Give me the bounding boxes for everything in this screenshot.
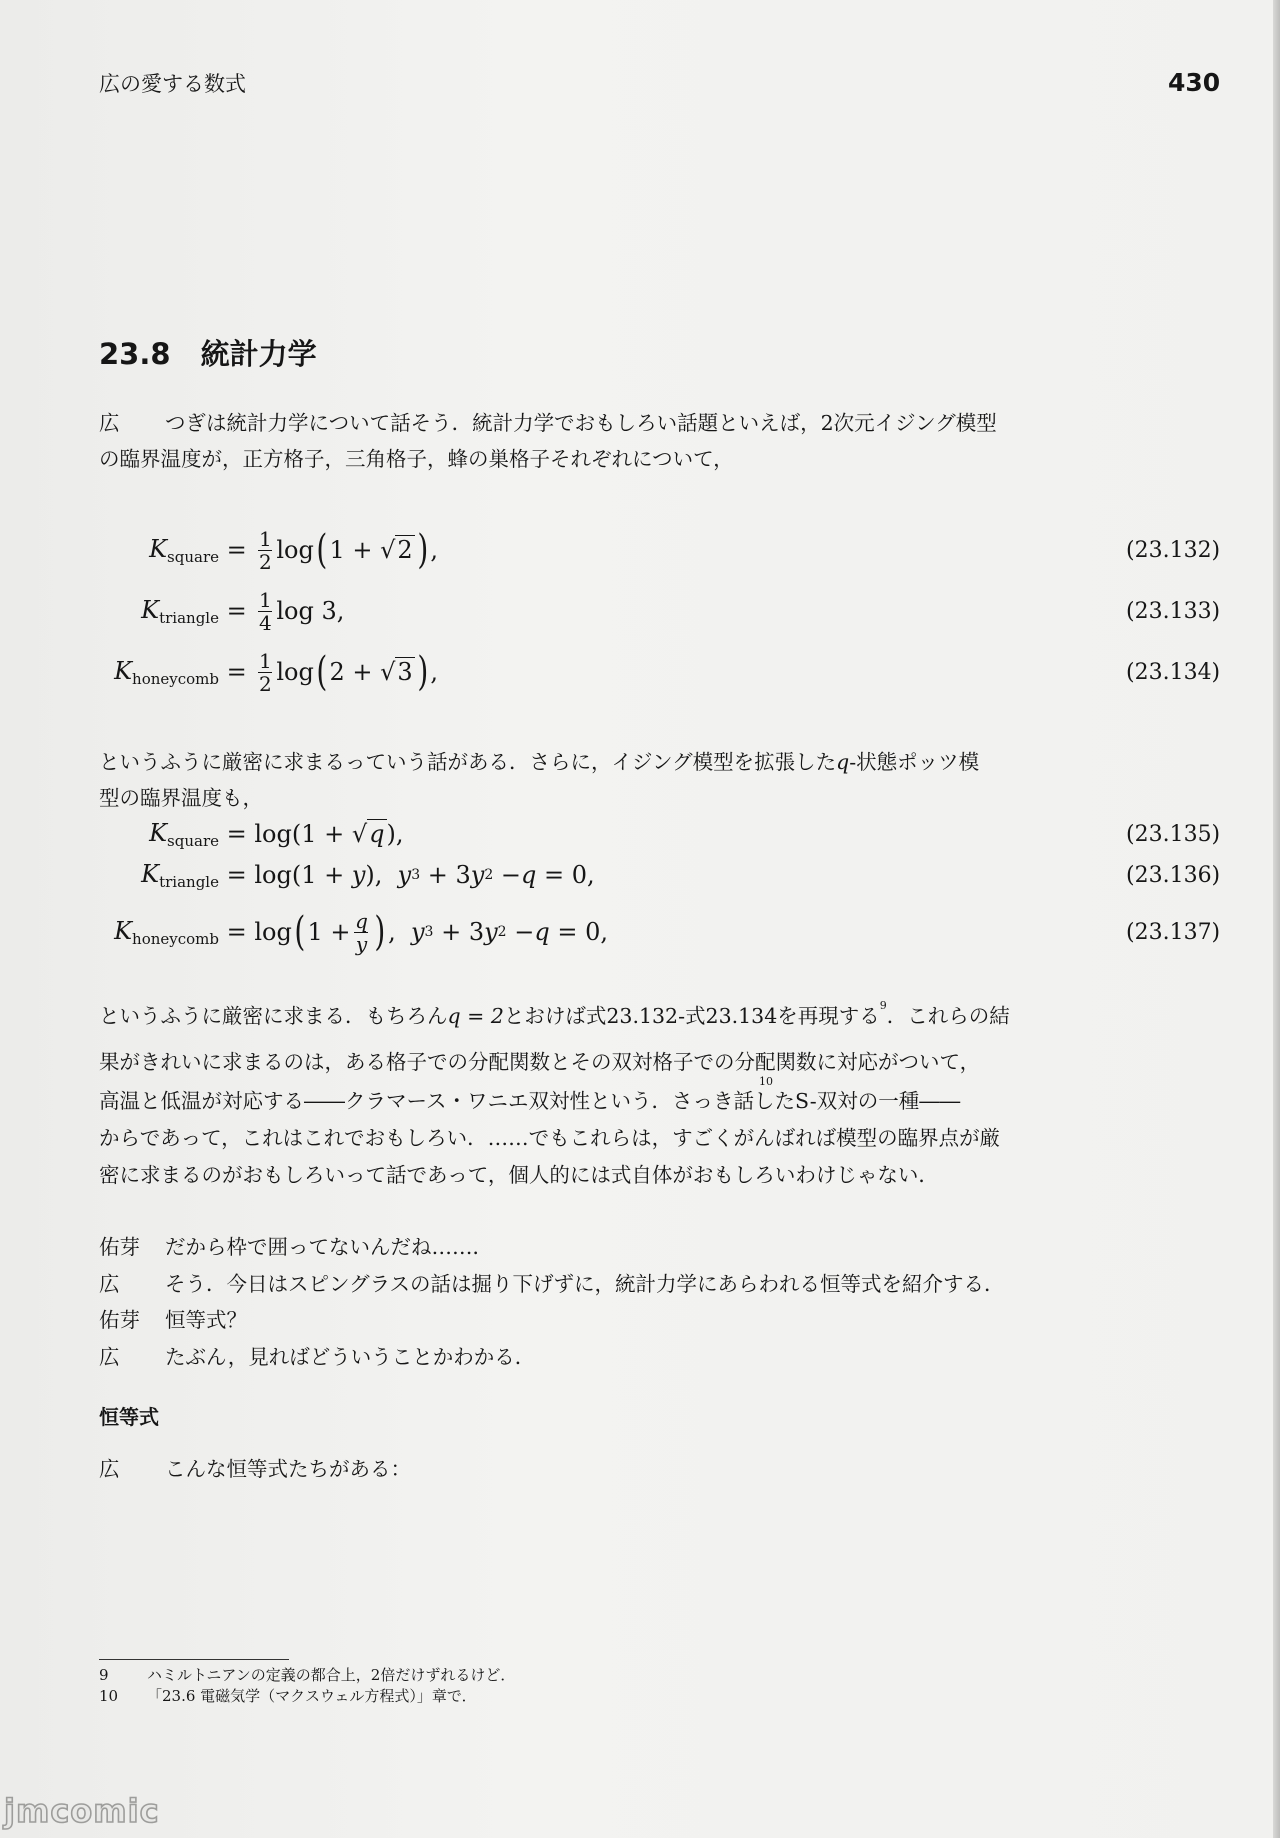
paragraph2-line-5: 密に求まるのがおもしろいって話であって，個人的には式自体がおもしろいわけじゃない．	[99, 1163, 939, 1187]
section-number: 23.8	[99, 337, 171, 371]
equation-number: (23.136)	[1126, 863, 1221, 888]
section-title: 統計力学	[200, 337, 317, 371]
paragraph2-line-2: 果がきれいに求まるのは，ある格子での分配関数とその双対格子での分配関数に対応がついて，	[99, 1050, 981, 1074]
speaker-label: 広	[99, 411, 120, 435]
equation-23-136: $K_{triangle}$ = log(1 + y ), y 3 + 3 y 2 − q = 0,	[141, 859, 595, 891]
speaker-label: 広	[99, 1272, 120, 1296]
page-number: 430	[1168, 68, 1221, 97]
equation-23-133: $K_{triangle}$ = $\frac{1}{4}$ log 3,	[141, 587, 345, 635]
equation-23-132: $K_{square}$ = $\frac{1}{2}$ log ( 1 + √2 ) ,	[149, 526, 438, 574]
paragraph2-line-1: というふうに厳密に求まる．もちろんq = 2とおけば式23.132-式23.134を再現する$^9$．これらの結	[99, 999, 1010, 1028]
watermark-logo: jmcomic	[4, 1792, 160, 1830]
equation-number: (23.137)	[1126, 920, 1221, 945]
speaker-label: 広	[99, 1345, 120, 1369]
intro-line-1: 広 つぎは統計力学について話そう．統計力学でおもしろい話題といえば，2次元イジング模型	[99, 405, 997, 441]
equation-number: (23.134)	[1126, 660, 1221, 685]
equation-number: (23.133)	[1126, 599, 1221, 624]
equation-number: (23.132)	[1126, 538, 1221, 563]
speaker-label: 広	[99, 1457, 120, 1481]
subheading: 恒等式	[99, 1405, 159, 1429]
footnote-10: 10 「23.6 電磁気学（マクスウェル方程式）」章で．	[99, 1687, 477, 1705]
equation-23-135: $K_{square}$ = log(1 + √q ),	[149, 818, 404, 850]
dialogue-line: 広 たぶん，見ればどういうことかわかる．	[99, 1339, 535, 1375]
speaker-label: 佑芽	[99, 1235, 140, 1259]
dialogue-line: 佑芽 だから枠で囲ってないんだね……．	[99, 1229, 493, 1265]
middle-line-1: というふうに厳密に求まるっていう話がある．さらに，イジング模型を拡張したq-状態ポッツ模	[99, 750, 980, 774]
dialogue-line: 佑芽 恒等式？	[99, 1302, 247, 1338]
intro-line-2: の臨界温度が，正方格子，三角格子，蜂の巣格子それぞれについて，	[99, 447, 734, 471]
paragraph2-line-4: からであって，これはこれでおもしろい．……でもこれらは，すごくがんばれば模型の臨界点が厳	[99, 1126, 1001, 1150]
paragraph2-line-3: 高温と低温が対応する――クラマース・ワニエ双対性という．さっき話したS-双対の一種――	[99, 1089, 961, 1113]
speaker-label: 佑芽	[99, 1308, 140, 1332]
page-edge-shadow	[1273, 0, 1280, 1838]
equation-23-134: $K_{honeycomb}$ = $\frac{1}{2}$ log ( 2 + √3 ) ,	[114, 648, 438, 696]
running-title: 広の愛する数式	[99, 72, 246, 96]
equation-number: (23.135)	[1126, 822, 1221, 847]
footnote-marker-10[interactable]: 10	[759, 1075, 773, 1088]
footnote-marker-9[interactable]: 9	[879, 999, 887, 1012]
footnote-divider	[99, 1659, 289, 1660]
footnote-9: 9 ハミルトニアンの定義の都合上，2倍だけずれるけど．	[99, 1666, 516, 1684]
closing-line: 広 こんな恒等式たちがある：	[99, 1451, 411, 1487]
section-heading	[99, 332, 317, 373]
equation-23-137: $K_{honeycomb}$ = log ( 1 + $\frac{q}{y}$ ) , y 3 + 3 y 2 − q = 0,	[114, 908, 608, 956]
middle-line-2: 型の臨界温度も，	[99, 786, 263, 810]
dialogue-line: 広 そう．今日はスピングラスの話は掘り下げずに，統計力学にあらわれる恒等式を紹介する．	[99, 1266, 1004, 1302]
